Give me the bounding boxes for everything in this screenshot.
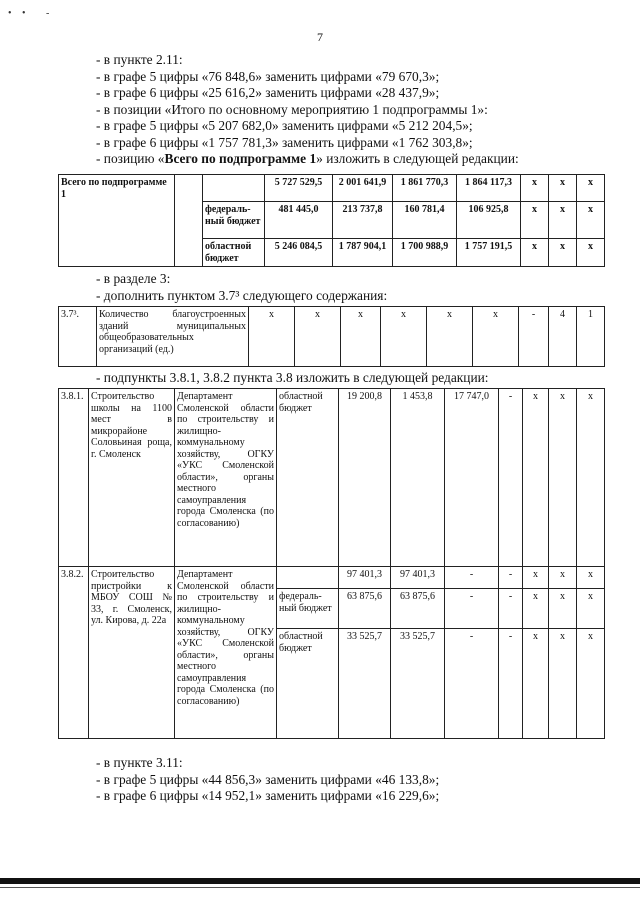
corner-mark: • [8, 8, 12, 19]
table-row: федераль-ный бюджет 481 445,0 213 737,8 160 781,4 106 925,8 x x x [59, 202, 605, 239]
amendments-block-4 [96, 755, 439, 805]
text-line: - в графе 5 цифры «5 207 682,0» заменить цифрами «5 212 204,5»; [96, 118, 473, 133]
item-3-7-3-table [58, 306, 605, 367]
funding-source: областной бюджет [203, 239, 265, 267]
table-row: 3.8.2. Строительство пристройки к МБОУ СОШ № 33, г. Смоленск, ул. Кирова, д. 22а Департамент Смоленской области по строительству и жилищно-коммунальному хозяйству, ОГКУ «УКС Смоленской области», органы местного самоуправления города Смоленска (по согласованию) 97 401,3 97 401,3 - - x x x [59, 567, 605, 589]
text-line: - дополнить пунктом 3.7³ следующего содержания: [96, 287, 388, 303]
item-executor: Департамент Смоленской области по строительству и жилищно-коммунальному хозяйству, ОГКУ «УКС Смоленской области», органы местного самоуправления города Смоленска (по согласованию) [175, 567, 277, 739]
footer-divider-thin [0, 887, 640, 888]
funding-source [277, 567, 339, 589]
table-row: 3.7³. Количество благоустроенных зданий муниципальных общеобразовательных организаций (ед.) x x x x x x - 4 1 [59, 307, 605, 367]
row-name: Всего по подпрограмме 1 [59, 175, 175, 267]
item-number: 3.8.2. [59, 567, 89, 739]
item-description: Строительство пристройки к МБОУ СОШ № 33, г. Смоленск, ул. Кирова, д. 22а [89, 567, 175, 739]
text-line: - в графе 6 цифры «1 757 781,3» заменить цифрами «1 762 303,8»; [96, 134, 473, 150]
item-description: Количество благоустроенных зданий муниципальных общеобразовательных организаций (ед.) [97, 307, 249, 367]
funding-source: федераль-ный бюджет [203, 202, 265, 239]
subprogram-total-table [58, 174, 605, 267]
corner-mark: • [22, 8, 26, 19]
text-line: - в графе 5 цифры «44 856,3» заменить цифрами «46 133,8»; [96, 771, 440, 787]
funding-source: федераль-ный бюджет [277, 589, 339, 629]
table-row: 3.8.1. Строительство школы на 1100 мест в микрорайоне Соловьиная роща, г. Смоленск Департамент Смоленской области по строительству и жилищно-коммунальному хозяйству, ОГКУ «УКС Смоленской области», органы местного самоуправления города Смоленска (по согласованию) областной бюджет 19 200,8 1 453,8 17 747,0 - x x x [59, 389, 605, 567]
item-number: 3.8.1. [59, 389, 89, 567]
table-row: областной бюджет 5 246 084,5 1 787 904,1 1 700 988,9 1 757 191,5 x x x [59, 239, 605, 267]
page-number: 7 [317, 30, 323, 44]
text-line: - в пункте 2.11: [96, 52, 183, 67]
amendments-block-2 [96, 271, 387, 304]
text-line: - подпункты 3.8.1, 3.8.2 пункта 3.8 изложить в следующей редакции: [96, 370, 489, 385]
text-line: - в пункте 3.11: [96, 755, 183, 770]
funding-source: областной бюджет [277, 389, 339, 567]
items-3-8-table [58, 388, 605, 739]
table-row: федераль-ный бюджет 63 875,6 63 875,6 - - x x x [59, 589, 605, 629]
item-executor: Департамент Смоленской области по строительству и жилищно-коммунальному хозяйству, ОГКУ «УКС Смоленской области», органы местного самоуправления города Смоленска (по согласованию) [175, 389, 277, 567]
amendments-block-3 [96, 370, 489, 387]
item-description: Строительство школы на 1100 мест в микрорайоне Соловьиная роща, г. Смоленск [89, 389, 175, 567]
text-line: - в графе 5 цифры «76 848,6» заменить цифрами «79 670,3»; [96, 68, 440, 84]
table-row: Всего по подпрограмме 1 5 727 529,5 2 001 641,9 1 861 770,3 1 864 117,3 x x x [59, 175, 605, 202]
footer-divider [0, 878, 640, 884]
table-row: областной бюджет 33 525,7 33 525,7 - - x x x [59, 629, 605, 739]
amendments-block-1 [96, 52, 519, 168]
text-line: - в разделе 3: [96, 271, 171, 286]
text-line: - позицию «Всего по подпрограмме 1» изложить в следующей редакции: [96, 151, 519, 166]
item-number: 3.7³. [59, 307, 97, 367]
text-line: - в графе 6 цифры «14 952,1» заменить цифрами «16 229,6»; [96, 788, 440, 803]
text-line: - в позиции «Итого по основному мероприятию 1 подпрограммы 1»: [96, 101, 488, 117]
funding-source: областной бюджет [277, 629, 339, 739]
text-line: - в графе 6 цифры «25 616,2» заменить цифрами «28 437,9»; [96, 85, 440, 100]
corner-mark: - [46, 8, 50, 19]
